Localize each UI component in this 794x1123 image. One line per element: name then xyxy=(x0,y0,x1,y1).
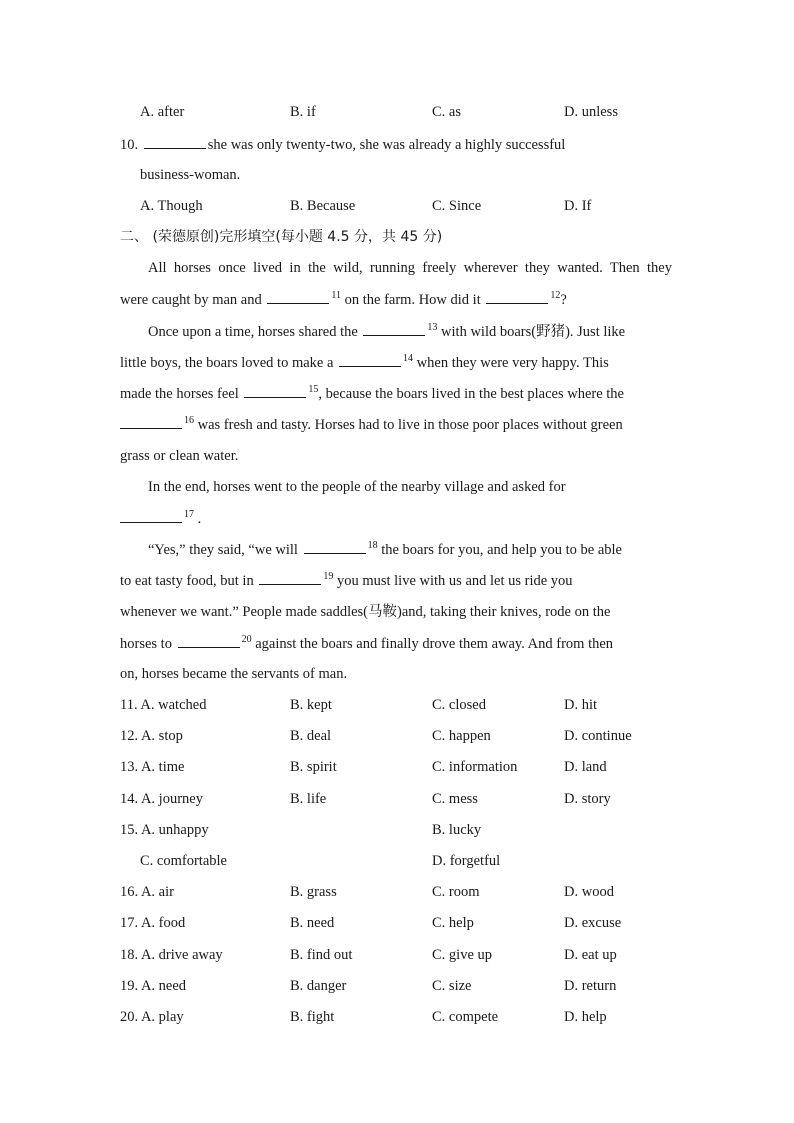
passage-text: when they were very happy. This xyxy=(413,355,609,371)
blank-18 xyxy=(304,539,366,554)
passage-line: grass or clean water. xyxy=(120,448,239,464)
q10-option-c: C. Since xyxy=(432,198,482,214)
q19-option-d: D. return xyxy=(564,978,617,994)
blank-number-12: 12 xyxy=(550,290,561,301)
passage-text: made the horses feel xyxy=(120,386,243,402)
q10-text: she was only twenty-two, she was already a highly successful xyxy=(207,137,566,153)
q16-option-a: 16. A. air xyxy=(120,884,174,900)
q9-options xyxy=(0,102,794,122)
passage-line: whenever we want.” People made saddles(马鞍)and, taking their knives, rode on the xyxy=(120,604,611,620)
q10-blank xyxy=(144,134,206,149)
q10-option-b: B. Because xyxy=(290,198,356,214)
q18-option-b: B. find out xyxy=(290,947,353,963)
passage-line xyxy=(120,570,672,590)
q17-option-c: C. help xyxy=(432,915,474,931)
q15-option-d: D. forgetful xyxy=(432,853,501,869)
q17-option-a: 17. A. food xyxy=(120,915,186,931)
q10-options xyxy=(0,196,794,216)
q13-option-d: D. land xyxy=(564,759,607,775)
q11-option-c: C. closed xyxy=(432,697,486,713)
blank-number-18: 18 xyxy=(367,540,378,551)
q14-option-d: D. story xyxy=(564,791,611,807)
q11-option-a: 11. A. watched xyxy=(120,697,207,713)
passage-text: little boys, the boars loved to make a xyxy=(120,355,338,371)
q10-number: 10. xyxy=(120,137,139,153)
q18-option-d: D. eat up xyxy=(564,947,617,963)
q11-option-b: B. kept xyxy=(290,697,332,713)
q18-option-a: 18. A. drive away xyxy=(120,947,223,963)
blank-13 xyxy=(363,321,425,336)
passage-line xyxy=(120,352,672,372)
blank-20 xyxy=(178,633,240,648)
passage-text: Once upon a time, horses shared the xyxy=(148,324,362,340)
passage-text: to eat tasty food, but in xyxy=(120,573,258,589)
passage-text: “Yes,” they said, “we will xyxy=(148,542,302,558)
blank-11 xyxy=(267,289,329,304)
blank-number-13: 13 xyxy=(427,322,438,333)
q11-option-d: D. hit xyxy=(564,697,598,713)
passage-line: on, horses became the servants of man. xyxy=(120,666,348,682)
q9-option-a: A. after xyxy=(140,104,185,120)
passage-text: you must live with us and let us ride you xyxy=(333,573,573,589)
q10-option-a: A. Though xyxy=(140,198,203,214)
passage-text: the boars for you, and help you to be able xyxy=(377,542,622,558)
blank-14 xyxy=(339,352,401,367)
passage-text: against the boars and finally drove them away. And from then xyxy=(251,636,614,652)
blank-12 xyxy=(486,289,548,304)
q12-option-c: C. happen xyxy=(432,728,491,744)
q9-option-d: D. unless xyxy=(564,104,618,120)
q20-option-a: 20. A. play xyxy=(120,1009,184,1025)
passage-line xyxy=(120,289,672,309)
q20-option-b: B. fight xyxy=(290,1009,335,1025)
q14-option-a: 14. A. journey xyxy=(120,791,203,807)
section-heading: 二、 (荣德原创)完形填空(每小题 4.5 分，共 45 分) xyxy=(120,229,443,245)
passage-text: with wild boars(野猪). Just like xyxy=(437,324,626,340)
blank-16 xyxy=(120,414,182,429)
q19-option-a: 19. A. need xyxy=(120,978,187,994)
q12-option-a: 12. A. stop xyxy=(120,728,183,744)
passage-line xyxy=(120,633,672,653)
q12-option-b: B. deal xyxy=(290,728,332,744)
q9-option-b: B. if xyxy=(290,104,316,120)
q12-option-d: D. continue xyxy=(564,728,632,744)
q16-option-d: D. wood xyxy=(564,884,614,900)
q10-stem-line2: business-woman. xyxy=(140,167,241,183)
q20-option-d: D. help xyxy=(564,1009,607,1025)
passage-line xyxy=(120,508,672,528)
passage-text: were caught by man and xyxy=(120,292,266,308)
blank-number-17: 17 xyxy=(184,509,194,520)
q16-option-b: B. grass xyxy=(290,884,337,900)
q18-option-c: C. give up xyxy=(432,947,493,963)
q13-option-a: 13. A. time xyxy=(120,759,185,775)
passage-text: , because the boars lived in the best places where the xyxy=(318,386,624,402)
q15-option-b: B. lucky xyxy=(432,822,482,838)
q9-option-c: C. as xyxy=(432,104,461,120)
passage-line: In the end, horses went to the people of the nearby village and asked for xyxy=(148,479,566,495)
q13-option-c: C. information xyxy=(432,759,518,775)
blank-number-14: 14 xyxy=(403,353,414,364)
blank-number-20: 20 xyxy=(241,634,252,645)
passage-line: All horses once lived in the wild, running freely wherever they wanted. Then they xyxy=(148,260,672,276)
blank-number-16: 16 xyxy=(184,415,194,426)
q19-option-c: C. size xyxy=(432,978,472,994)
passage-line xyxy=(148,539,672,559)
blank-number-15: 15 xyxy=(308,384,319,395)
q13-option-b: B. spirit xyxy=(290,759,337,775)
blank-17 xyxy=(120,508,182,523)
passage-line xyxy=(148,321,672,341)
passage-text: was fresh and tasty. Horses had to live in those poor places without green xyxy=(194,417,623,433)
passage-text: ? xyxy=(560,292,567,308)
passage-line xyxy=(120,383,672,403)
blank-19 xyxy=(259,570,321,585)
q15-option-a: 15. A. unhappy xyxy=(120,822,209,838)
q19-option-b: B. danger xyxy=(290,978,347,994)
q17-option-d: D. excuse xyxy=(564,915,622,931)
passage-line xyxy=(120,414,672,434)
passage-text: . xyxy=(194,511,202,527)
q16-option-c: C. room xyxy=(432,884,480,900)
blank-number-11: 11 xyxy=(331,290,341,301)
q14-option-b: B. life xyxy=(290,791,327,807)
q10-stem xyxy=(120,134,672,154)
q17-option-b: B. need xyxy=(290,915,335,931)
blank-number-19: 19 xyxy=(323,571,334,582)
q20-option-c: C. compete xyxy=(432,1009,499,1025)
passage-text: on the farm. How did it xyxy=(341,292,485,308)
blank-15 xyxy=(244,383,306,398)
q15-option-c: C. comfortable xyxy=(140,853,227,869)
passage-text: horses to xyxy=(120,636,176,652)
q10-option-d: D. If xyxy=(564,198,592,214)
q14-option-c: C. mess xyxy=(432,791,478,807)
